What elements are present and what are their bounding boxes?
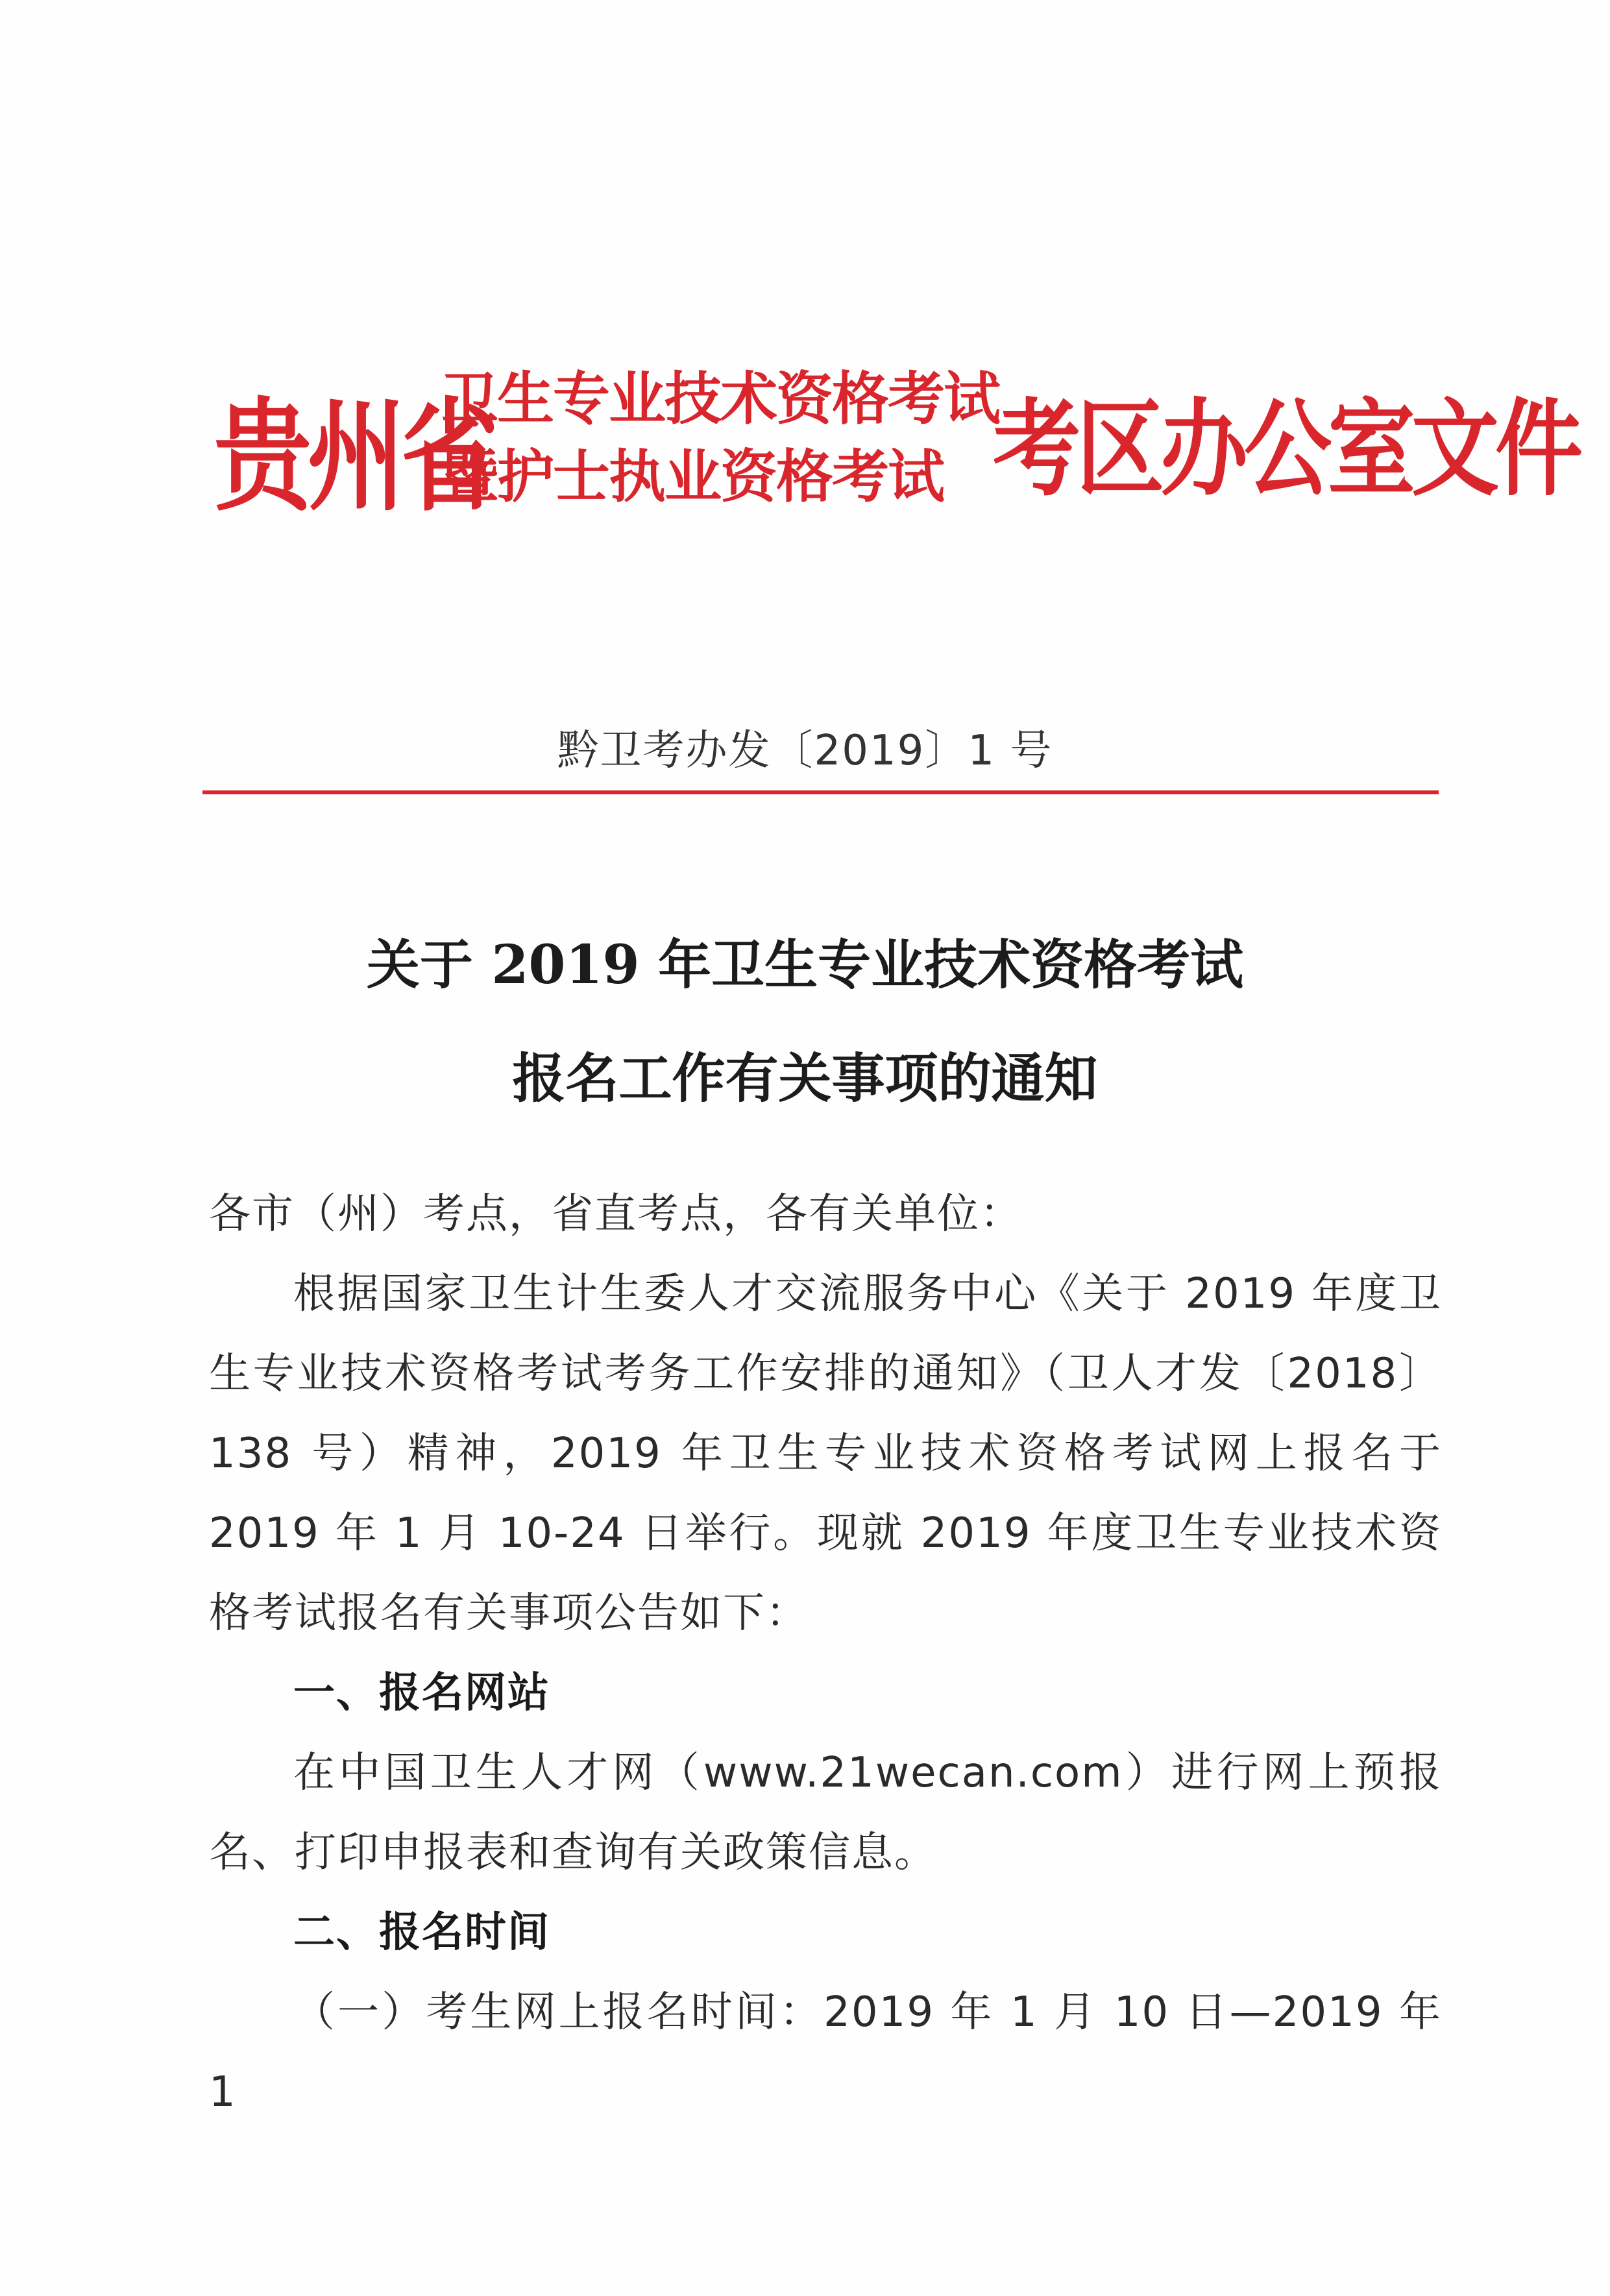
title-line2: 报名工作有关事项的通知 <box>512 1047 1098 1110</box>
header-province: 贵州省 <box>214 385 495 528</box>
document-number: 黔卫考办发〔2019〕1 号 <box>557 727 1053 775</box>
document-header <box>214 363 1579 532</box>
header-office: 考区办公室文件 <box>993 386 1579 511</box>
section-heading-website: 一、报名网站 <box>293 1669 550 1717</box>
section-heading-time: 二、报名时间 <box>293 1909 550 1957</box>
paragraph-time: （一）考生网上报名时间：2019 年 1 月 10 日—2019 年 1 <box>209 1988 1442 2116</box>
document-title <box>0 909 1610 1136</box>
document-body <box>209 1175 1442 2132</box>
paragraph-intro: 根据国家卫生计生委人才交流服务中心《关于 2019 年度卫生专业技术资格考试考务工作安排的通知》（卫人才发〔2018〕138 号）精神，2019 年卫生专业技术资格考试网上报名于 2019 年 1 月 10-24 日举行。现就 2019 年度卫生专业技术资格考试报名有关事项公告如下： <box>209 1270 1442 1637</box>
header-divider <box>202 790 1439 794</box>
header-exam-name <box>441 365 1000 526</box>
header-exam-line2: 暨护士执业资格考试 <box>441 443 944 510</box>
paragraph-website: 在中国卫生人才网（www.21wecan.com）进行网上预报名、打印申报表和查询有关政策信息。 <box>209 1749 1442 1877</box>
salutation: 各市（州）考点，省直考点，各有关单位： <box>209 1190 1023 1238</box>
header-exam-line1: 卫生专业技术资格考试 <box>441 365 1000 432</box>
title-line1: 关于 2019 年卫生专业技术资格考试 <box>366 934 1244 996</box>
